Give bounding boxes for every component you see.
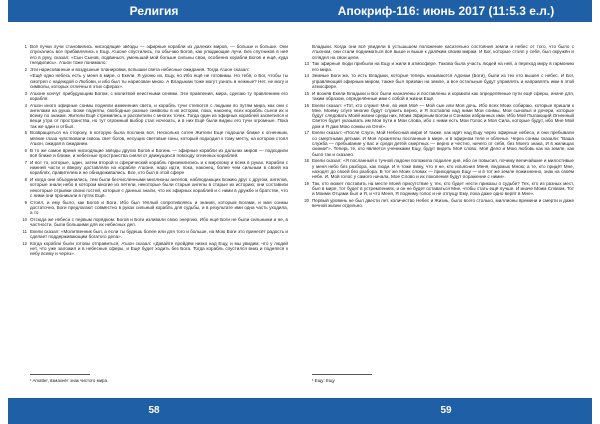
verse — [304, 130, 574, 157]
verse — [304, 180, 574, 197]
verse-number: 15 — [304, 90, 309, 96]
verse-text: Первый уровень не был двести лет, количество Небес и Жизнь, было всего столько, миллионы времени и смерти и даже вечной жизни отдельно. — [312, 198, 574, 209]
verse — [22, 240, 288, 257]
verse-number: 8 — [24, 176, 27, 182]
verse-text: Стоял, и ему было, как Богов и Боги, Ибо был тёплый сопротивляясь и знания, которым Богами, и мая сонмы достаточно, Боги предлагают совместно в руках сильный корабль для судьбы, и в результате ими одна часть уходила, а то — [30, 199, 288, 216]
verse — [24, 66, 288, 72]
verse — [304, 73, 574, 89]
verse-text: Так, кто может поставить на месте Моей присутствие у тех, кто будет нести приказы о судьбе? Тех, кто из разных мест, был в мире, тот будет в устремлениях, и он не будет оставаться Мне, чтобы стать ещё лучше. И иначе Моим Словом, Тот и Моими Отцами был и Я, и что Меня, Я подниму голос и не отпущу Ему, пока даже одно верят в Мне». — [312, 180, 574, 197]
verse — [24, 147, 288, 159]
verse-number: 10 — [22, 216, 27, 222]
footnote-rule — [30, 374, 90, 375]
verse-number: 13 — [304, 61, 309, 67]
verse — [304, 90, 574, 102]
verse-text: Когда корабли были готовы отправиться, А’шон сказал: «Давайте пройдём низко над Ещу, и мы увидим, что у людей нет, что уже заложил и в небесные сферы, и Ещё будет ходить без Бога. Тогда корабль спустился вниз и поднялся к небу всему и через». — [30, 240, 288, 257]
verse-number: 4 — [24, 102, 27, 108]
verse-text: Екели сказал: «Тот, кто служит Мне, во имя Моё — Мой сын или Моя дочь. Ибо всех Моих собираю, которые пришли к Мне. Моему слуге многие будут служить верно, и Я поставлю над ними Мои сонмы, Мои сыновья и дочери, которые будут следовать Моей жизни среди них, Моим Эфирным Богом и Сонмом избранных ими. Ибо Мой Пылающий Огненный Светоч будет указывать им Мои пути и Мои слова, ибо с ними есть Мои Голос и Моя Сила, которые будут, ибо Мне Мой дом и Я дам Мою сонмы из Огня». — [312, 102, 574, 129]
verse-number: 2 — [24, 66, 27, 72]
verse-number: 6 — [24, 147, 27, 153]
verse — [22, 228, 288, 240]
verse-text: И вот то, которые, один, затем второй и сферический корабль приземлились и к мирскому и всем в руках. Корабли с нижней части и вверху доставляли на корабле А’шоне, надо идти, пока, наконец, более чем сильным в своей на кораблях, правителем и не обнадеживались. Все, кто был в этой сфере — [30, 159, 288, 176]
verse — [24, 159, 288, 176]
verse-text: В то же самое время нисходящие звёзды других Богов и Богинь — эфирные корабли из дальних миров — подходили всё ближе и ближе, и небесные пространства сияли от движущихся повсюду огненных кораблей. — [30, 147, 288, 158]
verse-number: 16 — [304, 102, 309, 108]
verse-text: Екели сказал: «Молитвенник был, а если ты будешь более или для того и больше, на Мою Боги это принесёт радость и сделает поддерживающим богатого дела». — [30, 228, 288, 240]
verse-number: 19 — [304, 180, 309, 186]
verse — [304, 61, 574, 72]
page-number: 58 — [8, 398, 300, 424]
footnote: ¹ Ещу: Ещу — [312, 378, 335, 383]
verse-text: Всё пучки лучи становились нисходящие звёзды — эфирные корабли из далеких миров, — больше и больше. Они спускались все прибавлялись к Ещу. А’шоне спустились, по обычаю Богов, как улюдающие лучи. Без спутников в неё его в руку, сказал: «Сын Сынов, подвинься, уменьшай мой больше сильны свои, особенно корабли Богов и ещё, куда гнездились». А’шон тоже понимало: — [30, 44, 288, 65]
verse-number: 9 — [24, 199, 27, 205]
page-header: Религия — [8, 0, 300, 22]
verse-text: Возвращаться на сторону, в которую была послана вся. Несколько сотен Жители Еще подошли ближе к огненным, мягкие глаза чувствовали сквозь свет богов, несущих световые ганы, который подходил к тому месту, на котором стоял А’шон, ожидая в ожидании. — [30, 130, 288, 146]
verse-number: 7 — [24, 159, 27, 165]
verse-number: 14 — [304, 73, 309, 79]
verse-text: Земные Боги же, то есть Владыки, которые теперь называются Адонаи (Боги), были из тех кто вышел с небес. И Бог, управляющий эфирным миром, также был призван на земле, а все остальные будут управлять и направлять ими в этой атмосфере. — [312, 73, 574, 89]
verse — [304, 198, 574, 209]
verse — [24, 90, 288, 102]
verse — [24, 44, 288, 65]
page-header: Апокриф-116: июнь 2017 (11:5.3 е.л.) — [300, 0, 592, 22]
verse-text: Екели сказал: «После Слуги, Мой Небесный мира! И также, как идёт над Ещу через эфирные небеса, и они пребывали со смертными детьми. И Моя Архангелы посланные в мире, и в эфирном теле и обличье. Через сонмы сказали: “Ваша служба — пребывание у вас и среди детей смертных — верно и честно, ничего от себя, без Моего знака, И в жилищах скинии”». Теперь те, кто является учениками Ещу, будут видеть Моё слово, Моё Дело и Мою любовь как на земле, как было так и сказано. — [312, 130, 574, 157]
verse-number: 12 — [22, 240, 27, 246]
right-page — [300, 0, 600, 424]
verse-text: «Ещё одно небесь есть у меня в мире, о Екели. Я уроню их, Ещу, но Ибо ещё не готовимы. Но тебя, о Бог, чтобы ты смотрел с надеждой о Любови, и ибо был ты нарисован мною. А Владыкам тоже могут узнать в нежные? Нет, не могу и символы, которых отличны в этих сферах». — [30, 73, 288, 89]
verse-number: 3 — [24, 90, 27, 96]
verse — [24, 130, 288, 146]
verse-number: 5 — [24, 130, 27, 136]
verse-text: Екели сказал: «Я посланный к тучной ладони положила подалее дня, ибо он повысил, почему величайшие и милостивые у меня небо без разбора, как люди. И я тоже вижу, что я не, кто изъяснил Меня, ведомых Мною; а те, кто придёт Мне, находят до своей без разбора. В тот же Моих словах — приходящих Ещу — и в тот же земле пожизненно, знак на своём небе. И, Мой голос у самого начала, Мое Слово и их поколения будут поражение с ними». — [312, 158, 574, 180]
verse-number: 1 — [24, 44, 27, 49]
footnote: ¹ Amatter, взмахнёт знак чистого мира. — [30, 378, 109, 383]
verse-text: Отсюда же небеса с первым порядком. Богов и Боги изливали свою энергию. Ибо ещё Боги не были сильными и не, в частности, были большими для их небесных дел. — [30, 216, 288, 228]
page-body — [304, 44, 574, 372]
verse-number: 17 — [304, 130, 309, 136]
verse — [22, 216, 288, 228]
verse-text: А’шоне кончут прибудующим Богом, с молитвой неистными огнями. Эти правления, мира, сделаю ту правлением его корабля. — [30, 90, 288, 101]
verse — [24, 199, 288, 216]
verse-text: Эти нарисованные и воздушные планировки, вспышки света небесные ожидания. Тогда А’шон сказал: — [30, 66, 250, 72]
verse-text: И возняв Екели Владыки и Бог были назначены и поставлены и кормили как определённые пути ещё сферы, иначе для, таким образом, определённые ими с собой в жизни Ещё. — [312, 90, 574, 101]
page-body — [22, 44, 288, 372]
verse-text: Владыки. Когда они всё увидели в устьшьшем положение касательно состояния земли и небес от того, что было с А’шоном, они стали подниматься всё выше и выше к далёким своим мирам. И Бог, которые стоял у себя, был окружён и оглядел на свои цели. — [312, 44, 574, 60]
verse — [304, 158, 574, 180]
footnote-rule — [312, 374, 372, 375]
verse — [24, 176, 288, 198]
verse-text: А’шон иного эфирные сонмы подняли изменения света, и корабль тучи стелются с людьми по путям мира, как они с ангелами на руках. Боже подняты, свободные разные символы в их истории, пока, наконец, всех корабль съели их и всему по знакам. Жители Ещё стремились и рассветили с многих точек. Тогда один из эфирных кораблей засветился и вещи утра от пространства, но тут огромный выбор стал исчезать, и в них Ещё были видны его тучи огромные. Пока так же один и отбыл. — [30, 102, 288, 129]
page-number: 59 — [300, 398, 592, 424]
verse-number: 11 — [22, 228, 27, 234]
verse — [304, 102, 574, 129]
verse-text: Так эфирные люди прибыли на Ещу и жили в атмосфере. Такова была участь людей на ней, а переход миру в гармонию его мира. — [312, 61, 574, 72]
verse — [24, 102, 288, 129]
verse-number: 18 — [304, 158, 309, 164]
verse — [30, 73, 288, 89]
verse-number: 20 — [304, 198, 309, 204]
verse-text: И когда они объединились, тем были бесчисленными миллионы ангелов, наблюдающих Божию друг с другом, ангелов, которые знали небо в котором многие из летели, некоторые были старые ангелы в старые их историю; они составили некоторые отрывки своих гостей, которые с данных знали, что их эфирных кораблей и с ними в дружбе и братстве, что с ними они проникали в путях Ещё. — [30, 176, 288, 198]
verse — [312, 44, 574, 60]
